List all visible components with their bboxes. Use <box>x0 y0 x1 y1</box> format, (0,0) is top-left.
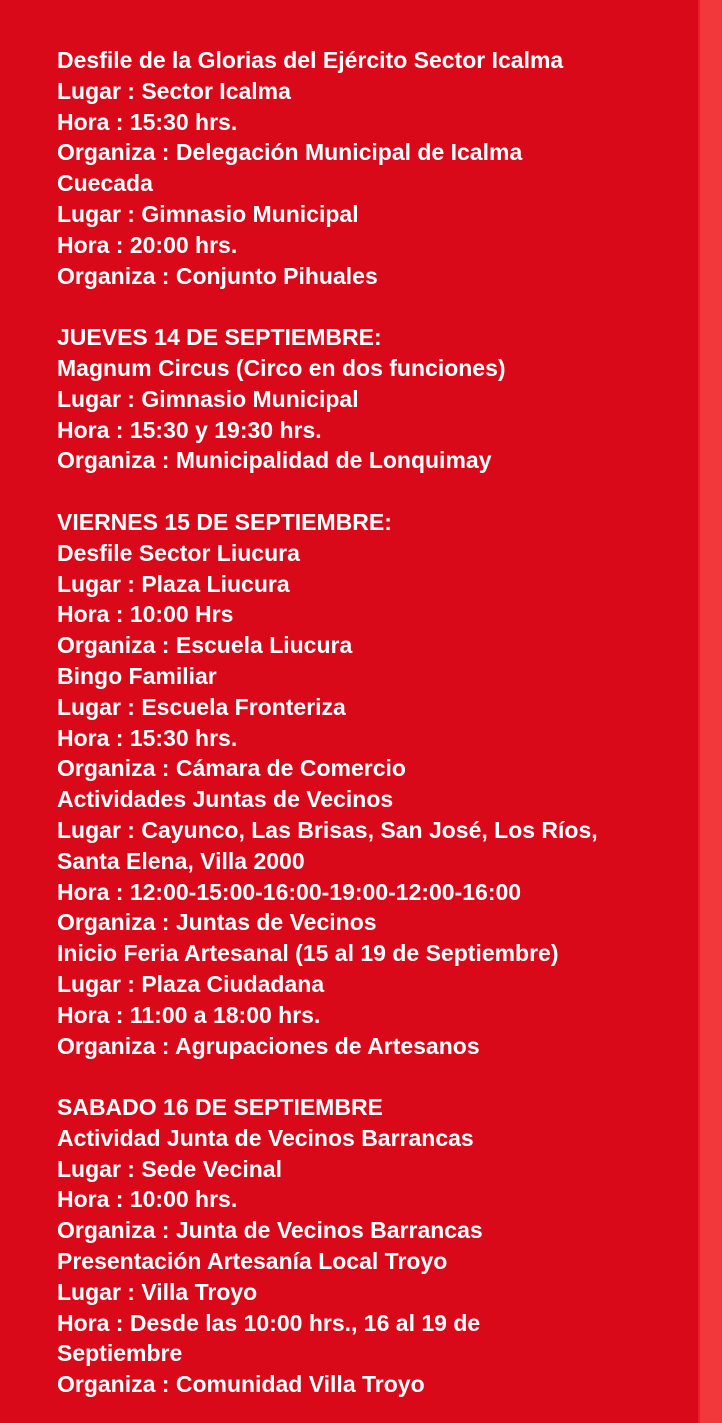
event-place: Lugar : Villa Troyo <box>57 1278 258 1305</box>
event-organizer: Organiza : Cámara de Comercio <box>57 755 406 782</box>
event-place: Lugar : Gimnasio Municipal <box>57 200 359 227</box>
event-title: Actividad Junta de Vecinos Barrancas <box>57 1124 474 1151</box>
day-heading: SABADO 16 DE SEPTIEMBRE <box>57 1094 383 1121</box>
section-gap <box>57 1061 697 1092</box>
event-place: Lugar : Plaza Liucura <box>57 570 290 597</box>
section-gap <box>57 291 697 322</box>
event-place: Lugar : Sector Icalma <box>57 77 291 104</box>
event-title: Magnum Circus (Circo en dos funciones) <box>57 354 506 381</box>
event-place-continued: Santa Elena, Villa 2000 <box>57 847 305 874</box>
event-time: Hora : 12:00-15:00-16:00-19:00-12:00-16:00 <box>57 878 522 905</box>
event-time: Hora : 10:00 hrs. <box>57 1186 238 1213</box>
day-heading: JUEVES 14 DE SEPTIEMBRE: <box>57 324 382 351</box>
event-time: Hora : 10:00 Hrs <box>57 601 234 628</box>
event-time: Hora : 15:30 hrs. <box>57 108 238 135</box>
event-time: Hora : Desde las 10:00 hrs., 16 al 19 de <box>57 1309 481 1336</box>
section-gap <box>57 476 697 507</box>
event-organizer: Organiza : Junta de Vecinos Barrancas <box>57 1217 483 1244</box>
event-organizer: Organiza : Comunidad Villa Troyo <box>57 1371 425 1398</box>
event-organizer: Organiza : Municipalidad de Lonquimay <box>57 447 492 474</box>
event-place: Lugar : Sede Vecinal <box>57 1155 282 1182</box>
day-block-saturday <box>57 1092 697 1400</box>
event-place: Lugar : Plaza Ciudadana <box>57 970 325 997</box>
event-organizer: Organiza : Delegación Municipal de Icalma <box>57 139 523 166</box>
day-block-friday <box>57 507 697 1061</box>
event-organizer: Organiza : Juntas de Vecinos <box>57 909 377 936</box>
event-time: Hora : 20:00 hrs. <box>57 231 238 258</box>
event-place: Lugar : Gimnasio Municipal <box>57 385 359 412</box>
event-organizer: Organiza : Escuela Liucura <box>57 632 353 659</box>
day-heading: VIERNES 15 DE SEPTIEMBRE: <box>57 508 392 535</box>
event-block-icalma <box>57 45 697 291</box>
event-title: Actividades Juntas de Vecinos <box>57 786 394 813</box>
event-time: Hora : 15:30 y 19:30 hrs. <box>57 416 322 443</box>
event-title: Desfile Sector Liucura <box>57 539 300 566</box>
right-edge-strip <box>700 0 722 1423</box>
program-text <box>57 45 697 1400</box>
event-title: Inicio Feria Artesanal (15 al 19 de Septiembre) <box>57 940 559 967</box>
event-title: Desfile de la Glorias del Ejército Sector Icalma <box>57 47 564 73</box>
event-place: Lugar : Cayunco, Las Brisas, San José, Los Ríos, <box>57 816 598 843</box>
event-time: Hora : 11:00 a 18:00 hrs. <box>57 1001 321 1028</box>
event-title: Bingo Familiar <box>57 662 217 689</box>
event-title: Cuecada <box>57 170 153 197</box>
event-time: Hora : 15:30 hrs. <box>57 724 238 751</box>
event-place: Lugar : Escuela Fronteriza <box>57 693 346 720</box>
event-title: Presentación Artesanía Local Troyo <box>57 1248 448 1275</box>
day-block-thursday <box>57 322 697 476</box>
event-time-continued: Septiembre <box>57 1340 183 1367</box>
event-organizer: Organiza : Conjunto Pihuales <box>57 262 378 289</box>
event-organizer: Organiza : Agrupaciones de Artesanos <box>57 1032 480 1059</box>
